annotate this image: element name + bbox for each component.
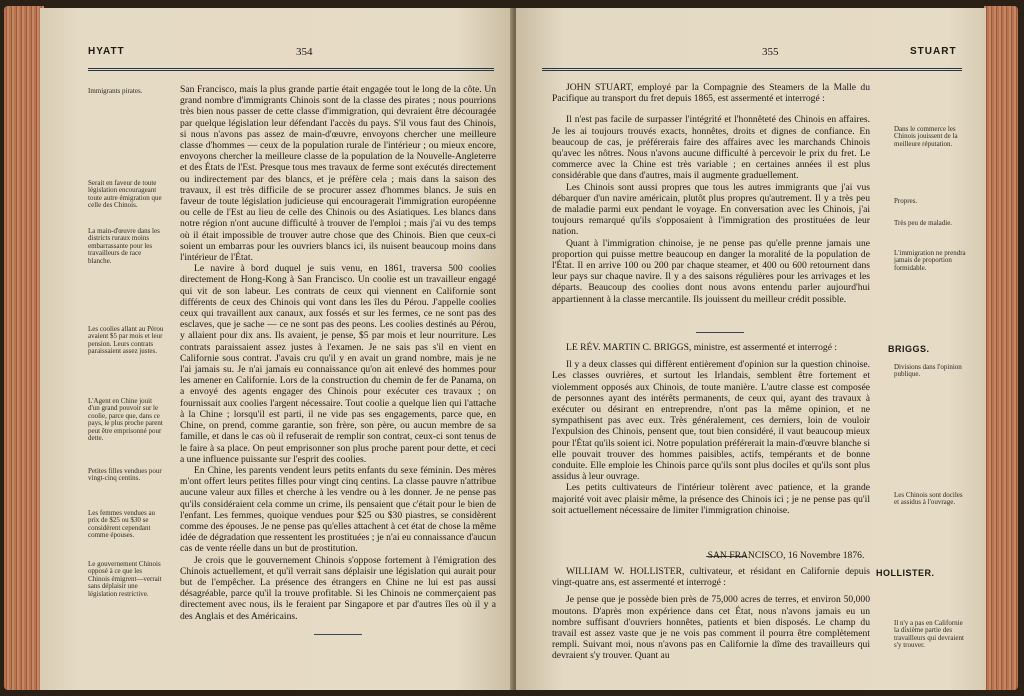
- sidenote: L'Agent en Chine jouit d'un grand pouvoir sur le coolie, parce que, dans ce pays, le plus proche parent peut être emprisonné pour dette.: [88, 397, 163, 443]
- sidenote: Dans le commerce les Chinois jouissent de la meilleure réputation.: [894, 125, 958, 148]
- paragraph: Le navire à bord duquel je suis venu, en 1861, traversa 500 coolies directement de Hong-Kong à San Francisco. Un coolie est un travailleur engagé qui vit de son labeur. Les contrats de ceux qui viennent en Californie sont différents de ceux des Chinois qui vont dans les îles du Pérou. J'appelle coolies ceux qui travaillent aux canaux, aux fossés et sur les fermes, ce ne sont pas des esclaves, que je sache — ce ne sont pas des peons. Les coolies destinés au Pérou, y allaient pour dix ans. Ils avaient, je pense, $5 par mois et leur nourriture. Les contrats paraissaient assez justes à l'examen. Je ne sais pas s'il en vient en Californie sous contrat. J'avais cru qu'il y en avait un grand nombre, mais je ne l'ai jamais su. Je n'ai jamais eu connaissance qu'on ait enlevé des hommes pour les amener en Californie. Lors de la construction du chemin de fer de Panama, on a envoyé des agents engager des Chinois pour exécuter ces travaux ; on fournissait aux coolies l'argent nécessaire. Tout coolie a quelque lien qui l'attache à la Chine ; lorsqu'il est parti, il ne vide pas ses engagements, parce que, en Chine, on prend, comme garantie, son frère, son père, ou aucun membre de sa famille, et dans le cas où il refuserait de remplir son contrat, ceux-ci sont tenus de le faire à sa place. On peut emprisonner son plus proche parent pour dette, et ceci a une influence puissante sur l'esprit des coolies.: [180, 263, 496, 465]
- sidenote: Le gouvernement Chinois opposé à ce que les Chinois émigrent—verrait sans déplaisir une législation restrictive.: [88, 560, 162, 598]
- page-edges-right: [984, 6, 1018, 690]
- sidenote: Propres.: [894, 197, 918, 205]
- briggs-intro: LE RÉV. MARTIN C. BRIGGS, ministre, est assermenté et interrogé :: [566, 342, 838, 353]
- paragraph: San Francisco, mais la plus grande partie était engagée tout le long de la côte. Un grand nombre d'immigrants Chinois sont de la classe des pirates ; nous pourrions très bien nous passer de cette classe d'immigration, qui devraient être découragée par quelque législation leur défendant l'accès du pays. S'il vous faut des Chinois, si nous n'avons pas assez de main-d'œuvre, envoyons chercher une meilleure classe d'hommes — ceux de la population rurale de l'intérieur ; ou mieux encore, envoyons chercher la meilleure classe de la population de la Nouvelle-Angleterre et des États de l'Est. Presque tous mes travaux de ferme sont exécutés directement ou indirectement par des blancs, et je préfère cela ; mais dans la saison des travaux, il est très difficile de se procurer assez d'hommes blancs. Je suis en faveur de toute législation judicieuse qui encouragerait l'immigration européenne ou celle de l'Est au lieu de celle des Chinois ou des Asiatiques. Les blancs dans notre région n'ont aucune difficulté à trouver de l'emploi ; mais j'ai vu des temps où il était impossible de trouver autre chose que des Chinois. Bien que ceux-ci soient un embarras pour les ouvriers blancs ici, ils nuisent beaucoup moins dans l'intérieur de l'État.: [180, 84, 496, 264]
- sidenote: Très peu de maladie.: [894, 219, 953, 227]
- left-body-text: [180, 84, 496, 622]
- stuart-intro: JOHN STUART, employé par la Compagnie des Steamers de la Malle du Pacifique au transport du fret depuis 1865, est assermenté et interrogé :: [552, 82, 870, 105]
- header-rule-right: [542, 68, 962, 71]
- paragraph: Il n'est pas facile de surpasser l'intégrité et l'honnêteté des Chinois en affaires. Je les ai toujours trouvés exacts, honnêtes, droits et dignes de confiance. En beaucoup de cas, je préférerais faire des affaires avec les marchands Chinois qu'avec les nôtres. Nous n'avons aucune difficulté à percevoir le prix du fret. Le commerce avec la Chine est très variable ; en certaines années il est plus considérable que dans d'autres, mais il augmente graduellement.: [552, 114, 870, 182]
- hollister-intro: WILLIAM W. HOLLISTER, cultivateur, et résidant en Californie depuis vingt-quatre ans, est assermenté et interrogé :: [552, 566, 870, 589]
- paragraph: Quant à l'immigration chinoise, je ne pense pas qu'elle prenne jamais une proportion qui puisse mettre beaucoup en danger la moralité de la population de l'État. Il en arrive 100 ou 200 par chaque steamer, et 400 ou 600 retournent dans leur pays sur chaque navire. Il y a des saisons régulières pour les arrivages et les départs. Beaucoup des coolies dont nous avons entendu parler aujourd'hui appartiennent à la classe mercantile. Ils jouissent du meilleur crédit possible.: [552, 237, 870, 305]
- sidenote: Immigrants pirates.: [88, 87, 143, 95]
- sidenote: La main-d'œuvre dans les districts ruraux moins embarrassante pour les travailleurs de race blanche.: [88, 227, 160, 265]
- sidenote: Serait en faveur de toute législation encourageant toute autre émigration que celle des Chinois.: [88, 179, 162, 210]
- paragraph: En Chine, les parents vendent leurs petits enfants du sexe féminin. Des mères m'ont offert leurs petites filles pour vingt cinq centins. La classe pauvre n'attribue aucune valeur aux filles et cherche à les vendre ou à les donner. Je ne pense pas qu'ils considéraient cela comme un crime, ils pensaient que c'était pour le bien de l'enfant. Les femmes, quoique vendues pour $25 ou $30 piastres, se considèrent comme des épouses. Je ne pense pas qu'elles attachent à cet état de chose la même idée de dégradation que ressentent les prostituées ; je n'ai eu connaissance d'aucun cas de vente réelle dans un but de prostitution.: [180, 464, 496, 555]
- briggs-section: [552, 342, 870, 516]
- sidenote: Divisions dans l'opinion publique.: [894, 363, 962, 379]
- sidenote: Il n'y a pas en Californie la dixième partie des travailleurs qui devraient s'y trouver.: [894, 619, 964, 650]
- sidenote: Les Chinois sont dociles et assidus à l'ouvrage.: [894, 491, 963, 507]
- header-rule-left: [88, 68, 494, 71]
- speaker-name-briggs: BRIGGS.: [888, 344, 930, 354]
- dateline: SAN FRANCISCO, 16 Novembre 1876.: [707, 550, 865, 561]
- speaker-name-hollister: HOLLISTER.: [876, 568, 935, 578]
- right-page: [516, 8, 986, 690]
- paragraph: Je pense que je possède bien près de 75,000 acres de terres, et environ 50,000 moutons. D'après mon expérience dans cet État, nous n'avons jamais eu un nombre suffisant d'ouvriers honnêtes, patients et bien disposés. Le champ du travail est assez vaste que je ne vois pas comment il pourra être complètement rempli. Suivant moi, nous n'avons pas en Californie la dîme des travailleurs qui devraient s'y trouver. Quant au: [552, 594, 870, 662]
- sidenote: Petites filles vendues pour vingt-cinq centins.: [88, 467, 162, 483]
- running-head-left: HYATT: [88, 46, 125, 57]
- sidenote: Les femmes vendues au prix de $25 ou $30 se considèrent cependant comme épouses.: [88, 509, 156, 540]
- page-number-left: 354: [296, 46, 313, 58]
- section-divider: [696, 332, 744, 333]
- sidenote: Les coolies allant au Pérou avaient $5 par mois et leur pension. Leurs contrats paraissaient assez justes.: [88, 325, 164, 356]
- paragraph: Je crois que le gouvernement Chinois s'oppose fortement à l'émigration des Chinois actuellement, et qu'il verrait sans déplaisir une législation qui aurait pour but de l'empêcher. La présence des étrangers en Chine ne lui est pas aussi désagréable, parce qu'il la trouve profitable. Si les Chinois ne commerçaient pas directement avec nous, ils le feraient par Singapore et par d'autres îles où il y a des Anglais et des Américains.: [180, 554, 496, 622]
- paragraph: Les Chinois sont aussi propres que tous les autres immigrants que j'ai vus débarquer d'un navire américain, plutôt plus propres qu'autrement. Il y a très peu de maladie parmi eux pendant le voyage. En conversation avec les Chinois, j'ai toujours remarqué qu'ils s'opposaient à l'immigration des prostituées de leur nation.: [552, 181, 870, 238]
- hollister-section: [552, 566, 870, 662]
- stuart-section: [552, 82, 870, 305]
- page-number-right: 355: [762, 46, 779, 58]
- section-divider: [314, 634, 362, 635]
- paragraph: Les petits cultivateurs de l'intérieur tolèrent avec patience, et la grande majorité voit avec plaisir même, la présence des Chinois ici ; je ne pense pas qu'il soit actuellement nécessaire de limiter l'immigration chinoise.: [552, 482, 870, 516]
- paragraph: Il y a deux classes qui diffèrent entièrement d'opinion sur la question chinoise. Les classes ouvrières, et surtout les Irlandais, semblent être fortement et violemment opposés aux Chinois, de toute manière. L'autre classe est composée de personnes ayant des intérêts permanents, de ceux qui, ayant des travaux à exécuter ou désirant en entreprendre, n'ont pas la même opinion, et ne sympathisent pas avec eux. Très généralement, ces derniers, loin de vouloir l'expulsion des Chinois, pensent que, tout bien considéré, il vaut beaucoup mieux pour l'État qu'ils soient ici. Notre population préférerait la main-d'œuvre blanche si elle pouvait trouver des hommes paisibles, actifs, tempérants et de bonne conduite. Elle emploie les Chinois parce qu'ils sont plus dociles et qu'ils sont plus assidus à leur ouvrage.: [552, 359, 870, 483]
- page-edges-left: [4, 6, 44, 690]
- left-page: [40, 8, 514, 690]
- dateline-block: [552, 550, 870, 561]
- running-head-right: STUART: [910, 46, 957, 57]
- sidenote: L'immigration ne prendra jamais de proportion formidable.: [894, 249, 966, 272]
